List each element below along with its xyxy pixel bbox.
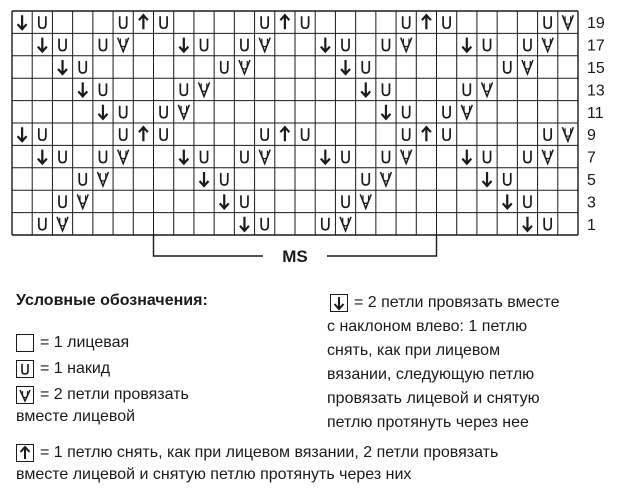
yarn-over-icon	[160, 16, 167, 28]
row-number-label: 19	[587, 15, 605, 33]
yarn-over-icon	[443, 128, 450, 140]
ssk-arrow-down-icon	[381, 105, 390, 119]
yarn-over-icon	[544, 128, 551, 140]
s2kpo-symbol-icon	[16, 444, 34, 462]
row-number-label: 13	[587, 82, 605, 100]
yarn-over-icon	[403, 106, 410, 118]
yarn-over-icon	[362, 173, 369, 185]
k2tog-icon	[380, 172, 391, 186]
yarn-over-icon	[99, 39, 106, 51]
yarn-over-icon	[403, 16, 410, 28]
yarn-over-icon	[120, 16, 127, 28]
legend-ssk-line-2: с наклоном влево: 1 петлю	[327, 318, 528, 335]
yarn-over-icon	[484, 151, 491, 163]
legend-ssk-line-6: петлю протянуть через нее	[327, 414, 529, 431]
legend-k2tog-line-2: вместе лицевой	[16, 408, 136, 425]
row-numbers	[587, 15, 605, 234]
ssk-arrow-down-icon	[18, 15, 27, 29]
yarn-over-icon	[504, 173, 511, 185]
chart-grid	[12, 11, 578, 235]
ssk-arrow-down-icon	[58, 60, 67, 74]
k2tog-symbol-icon	[16, 386, 34, 404]
yarn-over-icon	[221, 173, 228, 185]
k2tog-icon	[401, 150, 412, 164]
k2tog-icon	[118, 150, 129, 164]
row-number-label: 7	[587, 149, 596, 167]
k2tog-icon	[259, 150, 270, 164]
yarn-over-icon	[261, 218, 268, 230]
row-number-label: 15	[587, 60, 605, 77]
yarn-over-icon	[544, 218, 551, 230]
s2kpo-arrow-up-icon	[280, 127, 289, 141]
yarn-over-icon	[342, 151, 349, 163]
yarn-over-icon	[302, 16, 309, 28]
yarn-over-icon	[99, 151, 106, 163]
s2kpo-arrow-up-icon	[422, 127, 431, 141]
k2tog-icon	[360, 194, 371, 208]
yarn-over-icon	[180, 83, 187, 95]
yarn-over-icon	[524, 39, 531, 51]
legend-ssk-line-1: = 2 петли провязать вместе	[354, 294, 560, 311]
k2tog-icon	[562, 15, 573, 29]
row-number-label: 17	[587, 37, 605, 55]
ssk-arrow-down-icon	[341, 60, 350, 74]
k2tog-icon	[199, 82, 210, 96]
yarn-over-icon	[39, 218, 46, 230]
yarn-over-icon	[201, 39, 208, 51]
ssk-arrow-down-icon	[503, 194, 512, 208]
ssk-arrow-down-icon	[18, 127, 27, 141]
legend-s2kpo-line-1: = 1 петлю снять, как при лицевом вязании, 2 петли провязать	[40, 444, 499, 461]
k2tog-icon	[482, 82, 493, 96]
k2tog-icon	[562, 127, 573, 141]
ssk-arrow-down-icon	[361, 82, 370, 96]
yarn-over-icon	[443, 16, 450, 28]
yarn-over-icon	[39, 16, 46, 28]
yarn-over-icon	[524, 195, 531, 207]
ssk-arrow-down-icon	[38, 38, 47, 52]
row-number-label: 5	[587, 172, 596, 189]
yarn-over-icon	[322, 218, 329, 230]
ssk-arrow-down-icon	[200, 172, 209, 186]
yarn-over-icon	[160, 128, 167, 140]
yarn-over-icon	[241, 195, 248, 207]
row-number-label: 3	[587, 194, 596, 212]
k2tog-icon	[542, 38, 553, 52]
yarn-over-icon	[79, 61, 86, 73]
legend-ssk-line-5: провязать лицевой и снятую	[327, 390, 540, 407]
s2kpo-arrow-up-icon	[139, 15, 148, 29]
k2tog-icon	[97, 172, 108, 186]
ssk-arrow-down-icon	[98, 105, 107, 119]
yarn-over-icon	[382, 83, 389, 95]
legend-knit-text: = 1 лицевая	[40, 334, 130, 351]
s2kpo-arrow-up-icon	[422, 15, 431, 29]
yarn-over-icon	[261, 16, 268, 28]
k2tog-icon	[77, 194, 88, 208]
yarn-over-icon	[79, 173, 86, 185]
k2tog-icon	[118, 38, 129, 52]
yarn-over-icon	[403, 128, 410, 140]
yarn-over-icon	[342, 39, 349, 51]
yarn-over-icon	[241, 39, 248, 51]
yarn-over-icon	[120, 128, 127, 140]
repeat-bracket-right	[327, 235, 437, 256]
row-number-label: 9	[587, 127, 596, 145]
k2tog-icon	[340, 217, 351, 231]
yarn-over-icon	[382, 151, 389, 163]
yarn-over-icon	[201, 151, 208, 163]
yarn-over-icon	[241, 151, 248, 163]
k2tog-icon	[461, 105, 472, 119]
legend-ssk-line-3: снять, как при лицевом	[327, 342, 501, 359]
yarn-over-icon	[504, 61, 511, 73]
yarn-over-icon	[261, 128, 268, 140]
k2tog-icon	[239, 60, 250, 74]
k2tog-icon	[178, 105, 189, 119]
ssk-arrow-down-icon	[321, 150, 330, 164]
k2tog-icon	[542, 150, 553, 164]
ssk-arrow-down-icon	[523, 217, 532, 231]
ssk-arrow-down-icon	[179, 150, 188, 164]
row-number-label: 1	[587, 216, 596, 234]
legend-ssk-line-4: вязании, следующую петлю	[327, 366, 535, 383]
ssk-arrow-down-icon	[462, 38, 471, 52]
ssk-symbol-icon	[330, 294, 348, 312]
k2tog-icon	[401, 38, 412, 52]
legend-k2tog-line-1: = 2 петли провязать	[40, 386, 189, 403]
knit-symbol-icon	[16, 334, 34, 352]
ssk-arrow-down-icon	[321, 38, 330, 52]
k2tog-icon	[57, 217, 68, 231]
repeat-bracket	[154, 235, 437, 266]
yarn-over-icon	[59, 39, 66, 51]
yarn-over-icon	[342, 195, 349, 207]
ssk-arrow-down-icon	[78, 82, 87, 96]
s2kpo-arrow-up-icon	[280, 15, 289, 29]
yarn-over-icon	[382, 39, 389, 51]
yarn-over-icon	[221, 61, 228, 73]
legend-s2kpo-line-2: вместе лицевой и снятую петлю протянуть через них	[16, 466, 412, 483]
yarn-over-icon	[120, 106, 127, 118]
repeat-bracket-left	[154, 235, 264, 256]
yarn-over-icon	[99, 83, 106, 95]
row-number-label: 11	[587, 104, 604, 122]
ssk-arrow-down-icon	[38, 150, 47, 164]
s2kpo-arrow-up-icon	[139, 127, 148, 141]
ssk-arrow-down-icon	[220, 194, 229, 208]
k2tog-icon	[522, 60, 533, 74]
yarn-over-icon	[443, 106, 450, 118]
yarn-over-symbol-icon	[16, 360, 34, 378]
legend-yarn-over-text: = 1 накид	[40, 360, 111, 377]
ssk-arrow-down-icon	[240, 217, 249, 231]
yarn-over-icon	[160, 106, 167, 118]
yarn-over-icon	[39, 128, 46, 140]
yarn-over-icon	[463, 83, 470, 95]
yarn-over-icon	[302, 128, 309, 140]
yarn-over-icon	[524, 151, 531, 163]
k2tog-icon	[259, 38, 270, 52]
ssk-arrow-down-icon	[483, 172, 492, 186]
yarn-over-icon	[59, 151, 66, 163]
yarn-over-icon	[59, 195, 66, 207]
ssk-arrow-down-icon	[179, 38, 188, 52]
yarn-over-icon	[484, 39, 491, 51]
repeat-label: MS	[282, 247, 308, 266]
legend-title: Условные обозначения:	[16, 292, 208, 309]
yarn-over-icon	[544, 16, 551, 28]
ssk-arrow-down-icon	[462, 150, 471, 164]
yarn-over-icon	[362, 61, 369, 73]
